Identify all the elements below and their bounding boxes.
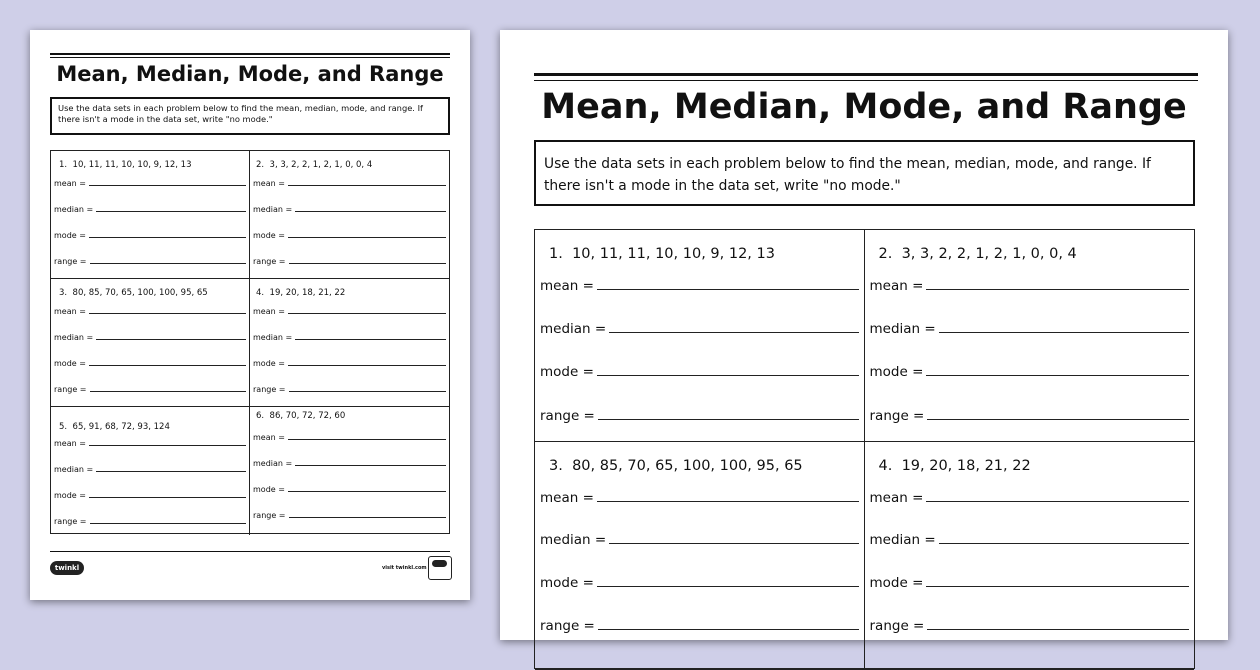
footer-url: visit twinkl.com [382,565,427,571]
mean-field[interactable]: mean = [540,490,859,506]
problem-1-text: 1. 10, 11, 11, 10, 10, 9, 12, 13 [549,246,775,262]
problem-6-text: 6. 86, 70, 72, 72, 60 [256,411,346,421]
instructions-box: Use the data sets in each problem below to find the mean, median, mode, and range. If there isn't a mode in the data set, write "no mode." [50,97,450,135]
problem-cell-4 [865,442,1195,670]
problem-5-text: 5. 65, 91, 68, 72, 93, 124 [59,422,170,432]
mode-field[interactable]: mode = [870,364,1190,380]
range-field[interactable]: range = [54,257,246,266]
instructions-box: Use the data sets in each problem below to find the mean, median, mode, and range. If there isn't a mode in the data set, write "no mode." [534,140,1195,206]
problem-cell-1 [51,151,250,279]
worksheet-preview-large [500,30,1228,640]
median-field[interactable]: median = [253,205,446,214]
median-field[interactable]: median = [54,465,246,474]
range-field[interactable]: range = [253,257,446,266]
problem-cell-5 [51,407,250,535]
problem-cell-4 [250,279,449,407]
problem-4-text: 4. 19, 20, 18, 21, 22 [878,458,1031,474]
header-rule [50,53,450,55]
mode-field[interactable]: mode = [870,575,1190,591]
mode-field[interactable]: mode = [253,485,446,494]
median-field[interactable]: median = [540,321,859,337]
mode-field[interactable]: mode = [540,575,859,591]
problem-4-text: 4. 19, 20, 18, 21, 22 [256,288,346,298]
range-field[interactable]: range = [253,511,446,520]
range-field[interactable]: range = [870,618,1190,634]
badge-icon [428,556,452,580]
header-rule [534,80,1198,81]
mean-field[interactable]: mean = [870,490,1190,506]
problem-cell-2 [250,151,449,279]
mode-field[interactable]: mode = [253,231,446,240]
median-field[interactable]: median = [540,532,859,548]
mode-field[interactable]: mode = [54,231,246,240]
worksheet-title: Mean, Median, Mode, and Range [541,87,1187,127]
problem-3-text: 3. 80, 85, 70, 65, 100, 100, 95, 65 [59,288,208,298]
problem-cell-1 [535,230,865,442]
worksheet-preview-small [30,30,470,600]
worksheet-title: Mean, Median, Mode, and Range [56,62,444,86]
range-field[interactable]: range = [540,408,859,424]
mean-field[interactable]: mean = [253,433,446,442]
median-field[interactable]: median = [54,205,246,214]
mean-field[interactable]: mean = [54,307,246,316]
median-field[interactable]: median = [870,321,1190,337]
header-rule [534,73,1198,76]
mean-field[interactable]: mean = [253,179,446,188]
median-field[interactable]: median = [253,333,446,342]
mean-field[interactable]: mean = [253,307,446,316]
mean-field[interactable]: mean = [54,179,246,188]
problem-grid [534,229,1195,669]
problem-3-text: 3. 80, 85, 70, 65, 100, 100, 95, 65 [549,458,803,474]
range-field[interactable]: range = [54,517,246,526]
problem-cell-2 [865,230,1195,442]
range-field[interactable]: range = [540,618,859,634]
median-field[interactable]: median = [253,459,446,468]
mode-field[interactable]: mode = [540,364,859,380]
mean-field[interactable]: mean = [54,439,246,448]
problem-cell-3 [535,442,865,670]
problem-grid [50,150,450,534]
problem-cell-3 [51,279,250,407]
header-rule [50,57,450,58]
range-field[interactable]: range = [870,408,1190,424]
footer-rule [50,551,450,552]
problem-cell-6 [250,407,449,535]
problem-1-text: 1. 10, 11, 11, 10, 10, 9, 12, 13 [59,160,192,170]
range-field[interactable]: range = [54,385,246,394]
mode-field[interactable]: mode = [54,359,246,368]
problem-2-text: 2. 3, 3, 2, 2, 1, 2, 1, 0, 0, 4 [878,246,1077,262]
mode-field[interactable]: mode = [253,359,446,368]
problem-2-text: 2. 3, 3, 2, 2, 1, 2, 1, 0, 0, 4 [256,160,373,170]
twinkl-logo: twinkl [50,561,84,575]
median-field[interactable]: median = [54,333,246,342]
mode-field[interactable]: mode = [54,491,246,500]
range-field[interactable]: range = [253,385,446,394]
mean-field[interactable]: mean = [540,278,859,294]
mean-field[interactable]: mean = [870,278,1190,294]
median-field[interactable]: median = [870,532,1190,548]
